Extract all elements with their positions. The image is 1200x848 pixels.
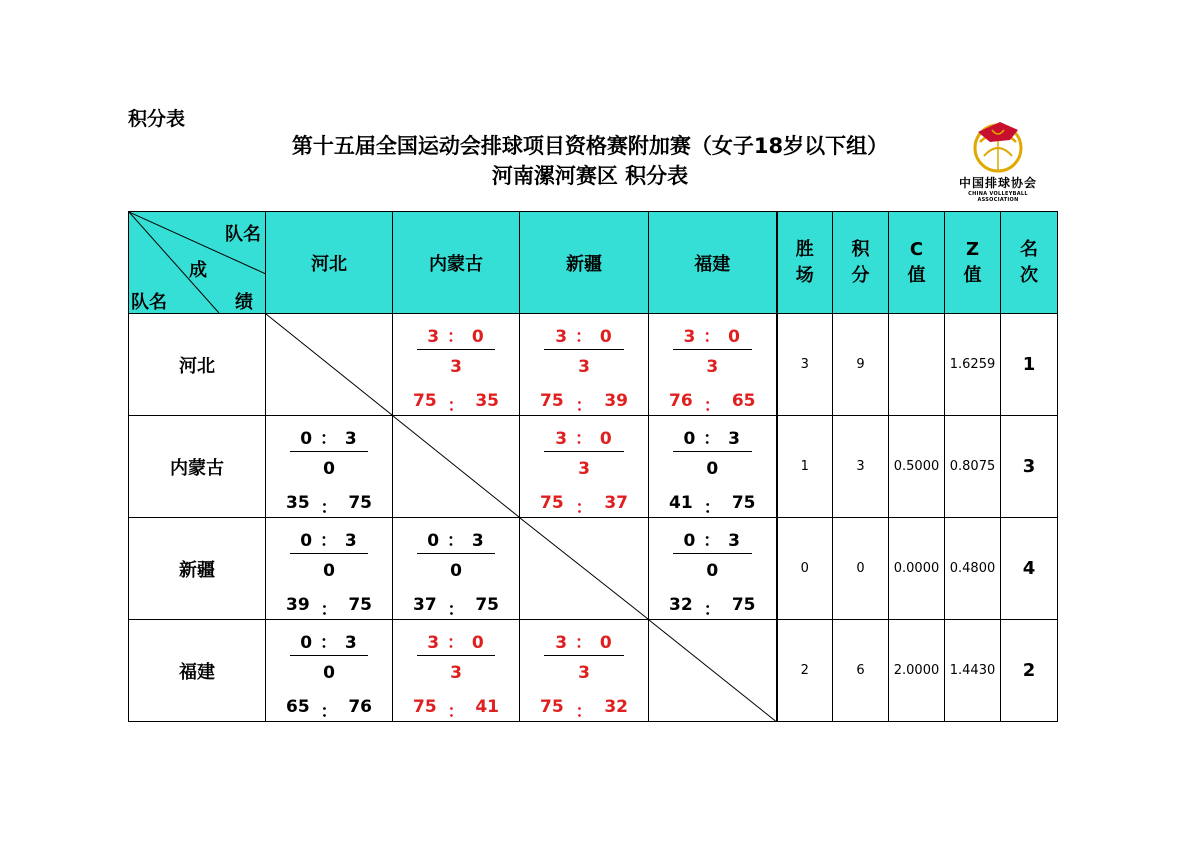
table-row [129,314,1058,416]
match-result-cell [520,620,649,722]
set-score: 3 ： 0 [555,327,613,347]
match-result-cell [393,620,520,722]
standings-table [128,211,1058,722]
rally-points-for: 41 [669,493,693,513]
col-header-team: 福建 [649,212,777,314]
rally-points-separator: ： [703,498,721,518]
z-value: 0.4800 [945,518,1001,620]
match-result-cell [266,620,393,722]
set-score: 3 ： 0 [555,429,613,449]
col-header-c-value: C 值 [889,212,945,314]
corner-header [129,212,266,314]
score-divider [544,451,624,452]
col-header-rank: 名 次 [1001,212,1058,314]
rally-points-against: 41 [475,697,499,717]
set-score: 0 ： 3 [427,531,485,551]
rally-points-separator: ： [575,396,593,416]
match-points: 0 [706,459,719,479]
rally-points-separator: ： [320,498,338,518]
self-match-diagonal [520,518,649,620]
score-divider [417,655,495,656]
rally-points-separator: ： [447,600,465,620]
match-points: 0 [323,459,335,479]
match-result-cell [520,416,649,518]
match-result-cell [266,416,393,518]
match-points: 3 [578,663,590,683]
score-divider [290,451,368,452]
table-row [129,416,1058,518]
diagonal-line [266,314,392,415]
c-value [889,314,945,416]
match-points: 3 [578,459,590,479]
rally-points-separator: ： [447,702,465,722]
rally-points-separator: ： [320,702,338,722]
points-value: 6 [833,620,889,722]
rally-points-against: 32 [604,697,628,717]
rank-value: 3 [1001,416,1058,518]
rally-points-for: 75 [413,697,437,717]
row-team-name: 内蒙古 [129,416,266,518]
match-result-cell [266,518,393,620]
score-divider [544,349,624,350]
match-points: 0 [323,663,335,683]
wins-value: 3 [777,314,833,416]
row-team-name: 福建 [129,620,266,722]
set-score: 0 ： 3 [300,531,358,551]
match-result-cell [393,314,520,416]
association-logo [948,118,1048,202]
score-divider [673,553,752,554]
match-points: 3 [450,357,462,377]
rally-points-separator: ： [447,396,465,416]
rank-value: 4 [1001,518,1058,620]
rally-points-for: 39 [286,595,310,615]
corner-opponent-label: 队名 [225,224,261,245]
z-value: 0.8075 [945,416,1001,518]
rally-points-separator: ： [320,600,338,620]
page-label: 积分表 [128,108,186,130]
match-result-cell [393,518,520,620]
header-row [129,212,1058,314]
self-match-diagonal [649,620,777,722]
set-score: 3 ： 0 [427,633,485,653]
rally-points-for: 35 [286,493,310,513]
set-score: 0 ： 3 [683,429,741,449]
rank-value: 2 [1001,620,1058,722]
logo-chinese-text: 中国排球协会 [958,176,1037,190]
rally-points-separator: ： [703,396,721,416]
col-header-team: 河北 [266,212,393,314]
col-header-wins: 胜 场 [777,212,833,314]
rally-points-against: 76 [348,697,372,717]
z-value: 1.6259 [945,314,1001,416]
diagonal-line [520,518,648,619]
rally-points-for: 65 [286,697,310,717]
set-score: 0 ： 3 [300,633,358,653]
diagonal-line [649,620,776,721]
page-title: 第十五届全国运动会排球项目资格赛附加赛（女子18岁以下组） [291,134,889,158]
row-team-name: 河北 [129,314,266,416]
set-score: 3 ： 0 [427,327,485,347]
rally-points-for: 75 [540,391,564,411]
table-row [129,620,1058,722]
table-row [129,518,1058,620]
rally-points-against: 37 [604,493,628,513]
rally-points-against: 75 [348,595,372,615]
match-points: 0 [450,561,462,581]
rally-points-for: 32 [669,595,693,615]
set-score: 0 ： 3 [683,531,741,551]
match-points: 3 [450,663,462,683]
wins-value: 2 [777,620,833,722]
rally-points-for: 75 [540,697,564,717]
points-value: 3 [833,416,889,518]
points-value: 9 [833,314,889,416]
z-value: 1.4430 [945,620,1001,722]
rally-points-separator: ： [703,600,721,620]
c-value: 0.5000 [889,416,945,518]
col-header-z-value: Z 值 [945,212,1001,314]
rally-points-against: 75 [731,595,756,615]
logo-english-text: CHINA VOLLEYBALL ASSOCIATION [968,191,1028,203]
corner-result-label-1: 成 [189,260,207,281]
rally-points-separator: ： [575,498,593,518]
score-divider [673,451,752,452]
rally-points-against: 39 [604,391,628,411]
rally-points-against: 75 [731,493,756,513]
volleyball-emblem-icon [970,118,1026,174]
col-header-team: 新疆 [520,212,649,314]
rally-points-for: 75 [413,391,437,411]
diagonal-line [393,416,519,517]
set-score: 3 ： 0 [683,327,741,347]
c-value: 0.0000 [889,518,945,620]
points-value: 0 [833,518,889,620]
row-team-name: 新疆 [129,518,266,620]
match-points: 3 [706,357,719,377]
rank-value: 1 [1001,314,1058,416]
score-divider [290,655,368,656]
set-score: 0 ： 3 [300,429,358,449]
wins-value: 0 [777,518,833,620]
match-result-cell [649,518,777,620]
score-divider [290,553,368,554]
match-result-cell [520,314,649,416]
match-points: 3 [578,357,590,377]
score-divider [544,655,624,656]
rally-points-against: 75 [348,493,372,513]
set-score: 3 ： 0 [555,633,613,653]
match-result-cell [649,314,777,416]
c-value: 2.0000 [889,620,945,722]
rally-points-separator: ： [575,702,593,722]
rally-points-against: 35 [475,391,499,411]
score-divider [417,553,495,554]
match-points: 0 [706,561,719,581]
rally-points-for: 75 [540,493,564,513]
match-points: 0 [323,561,335,581]
rally-points-for: 76 [669,391,693,411]
score-divider [673,349,752,350]
rally-points-against: 75 [475,595,499,615]
match-result-cell [649,416,777,518]
corner-result-label-2: 绩 [235,292,253,313]
corner-team-label: 队名 [131,292,167,313]
rally-points-against: 65 [731,391,756,411]
wins-value: 1 [777,416,833,518]
self-match-diagonal [266,314,393,416]
col-header-team: 内蒙古 [393,212,520,314]
self-match-diagonal [393,416,520,518]
page-subtitle: 河南漯河赛区 积分表 [491,164,689,188]
col-header-points: 积 分 [833,212,889,314]
rally-points-for: 37 [413,595,437,615]
score-divider [417,349,495,350]
